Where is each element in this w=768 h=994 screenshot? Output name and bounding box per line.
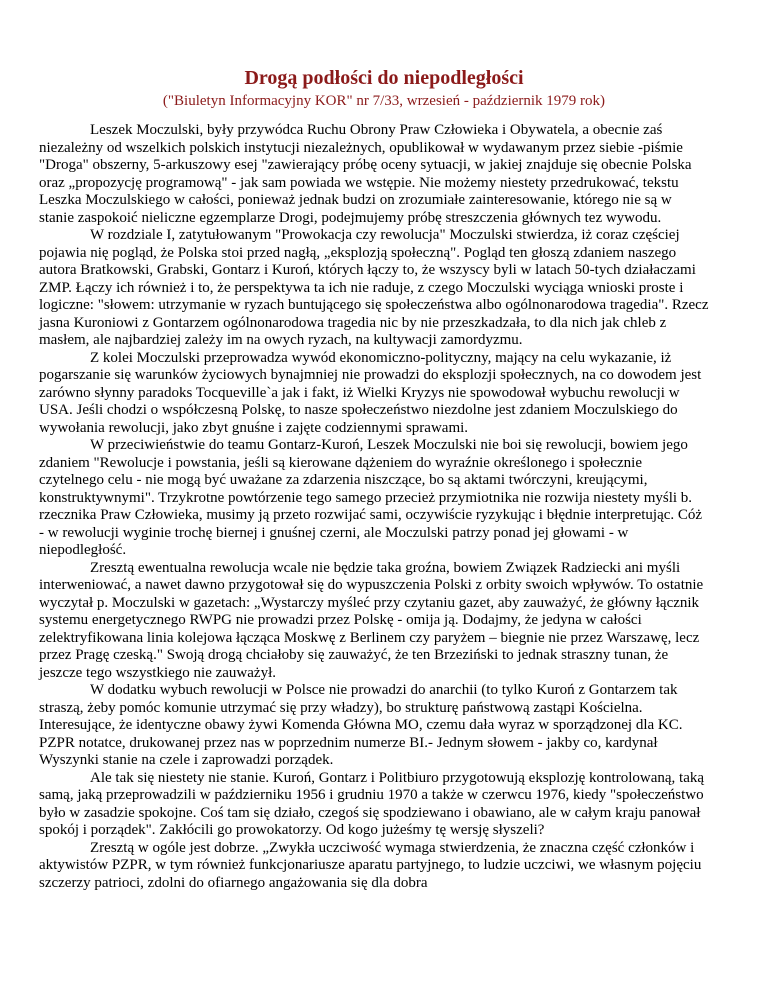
paragraph: W rozdziale I, zatytułowanym "Prowokacja czy rewolucja" Moczulski stwierdza, iż coraz częściej pojawia nię pogląd, że Polska stoi przed nagłą, „eksplozją społeczną". Pogląd ten głoszą zdaniem naszego autora Bratkowski, Grabski, Gontarz i Kuroń, których łączy to, że wszyscy byli w latach 50-tych działaczami ZMP. Łączy ich również i to, że perspektywa ta ich nie raduje, z czego Moczulski wyciąga wnioski proste i logiczne: "słowem: utrzymanie w ryzach buntującego się społeczeństwa albo ogólnonarodowa tragedia". Rzecz jasna Kuroniowi z Gontarzem ogólnonarodowa tragedia nic by nie przeszkadzała, to dla nich jak chleb z masłem, ale najbardziej zależy im na owych ryzach, na kultywacji zamordyzmu.	[39, 227, 709, 348]
paragraph: W przeciwieństwie do teamu Gontarz-Kuroń, Leszek Moczulski nie boi się rewolucji, bowiem jego zdaniem "Rewolucje i powstania, jeśli są kierowane dążeniem do wyraźnie określonego i społecznie czytelnego celu - nie mogą być uważane za zdarzenia niszczące, bo są aktami twórczyni, kreującymi, konstruktywnymi". Trzykrotne powtórzenie tego samego przecież przymiotnika nie rozwija niestety myśli b. rzecznika Praw Człowieka, musimy ją przeto rozwijać sami, oczywiście ryzykując i błędnie interpretując. Cóż - w rewolucji wyginie trochę biernej i gnuśnej czerni, ale Moczulski patrzy ponad jej głowami - w niepodległość.	[39, 437, 703, 558]
page-title: Drogą podłości do niepodległości	[244, 67, 524, 89]
paragraph: Leszek Moczulski, były przywódca Ruchu Obrony Praw Człowieka i Obywatela, a obecnie zaś niezależny od wszelkich polskich instytucji niezależnych, opublikował w wydawanym przez siebie -piśmie "Droga" obszerny, 5-arkuszowy esej "zawierający próbę oceny sytuacji, w jakiej znajduje się obecnie Polska oraz „propozycję programową" - jak sam powiada we wstępie. Nie możemy niestety przedrukować, tekstu Leszka Moczulskiego w całości, ponieważ jednak budzi on zrozumiałe zainteresowanie, którego nie są w stanie zaspokoić nieliczne egzemplarze Drogi, podejmujemy próbę streszczenia głównych tez wywodu.	[39, 122, 692, 226]
paragraph: Z kolei Moczulski przeprowadza wywód ekonomiczno-polityczny, mający na celu wykazanie, iż pogarszanie się warunków życiowych bynajmniej nie prowadzi do eksplozji społecznych, na co dowodem jest zarówno słynny paradoks Tocqueville`a jak i fakt, iż Wielki Kryzys nie spowodował wybuchu rewolucji w USA. Jeśli chodzi o współczesną Polskę, to nasze społeczeństwo niezdolne jest zdaniem Moczulskiego do wywołania rewolucji, jako zbyt gnuśne i zajęte codziennymi sprawami.	[39, 349, 702, 436]
paragraph: W dodatku wybuch rewolucji w Polsce nie prowadzi do anarchii (to tylko Kuroń z Gontarzem tak straszą, żeby pomóc komunie utrzymać się przy władzy), bo strukturę państwową zastąpi Kościelna. Interesujące, że identyczne obawy żywi Komenda Główna MO, czemu dała wyraz w sporządzonej dla KC. PZPR notatce, drukowanej przez nas w poprzednim numerze BI.- Jednym słowem - jakby co, kardynał Wyszynki stanie na czele i zaprowadzi porządek.	[39, 682, 683, 768]
article-body	[39, 122, 709, 892]
paragraph: Zresztą ewentualna rewolucja wcale nie będzie taka groźna, bowiem Związek Radziecki ani myśli interweniować, a nawet dawno przygotował się do wypuszczenia Polski z orbity swoich wpływów. To ostatnie wyczytał p. Moczulski w gazetach: „Wystarczy myśleć przy czytaniu gazet, aby zauważyć, że główny łącznik systemu energetycznego RWPG nie prowadzi przez Polskę - omija ją. Dodajmy, że jedyna w całości zelektryfikowana linia kolejowa łącząca Moskwę z Berlinem czy paryżem – biegnie nie przez Warszawę, lecz przez Pragę czeską." Swoją drogą chciałoby się zauważyć, że ten Brzeziński to jednak straszny tunan, że jeszcze tego wszystkiego nie zauważył.	[39, 559, 704, 681]
page-subtitle: ("Biuletyn Informacyjny KOR" nr 7/33, wrzesień - październik 1979 rok)	[162, 93, 606, 109]
paragraph: Zresztą w ogóle jest dobrze. „Zwykła uczciwość wymaga stwierdzenia, że znaczna część członków i aktywistów PZPR, w tym również funkcjonariusze aparatu partyjnego, to ludzie uczciwi, we własnym pojęciu szczerzy patrioci, zdolni do ofiarnego angażowania się dla dobra	[39, 839, 702, 891]
paragraph: Ale tak się niestety nie stanie. Kuroń, Gontarz i Politbiuro przygotowują eksplozję kontrolowaną, taką samą, jaką przeprowadzili w październiku 1956 i grudniu 1970 a także w czerwcu 1976, kiedy "społeczeństwo było w zasadzie spokojne. Coś tam się działo, czegoś się spodziewano i obawiano, ale w całym kraju panował spokój i porządek". Zakłócili go prowokatorzy. Od kogo jużeśmy tę wersję słyszeli?	[39, 769, 705, 838]
